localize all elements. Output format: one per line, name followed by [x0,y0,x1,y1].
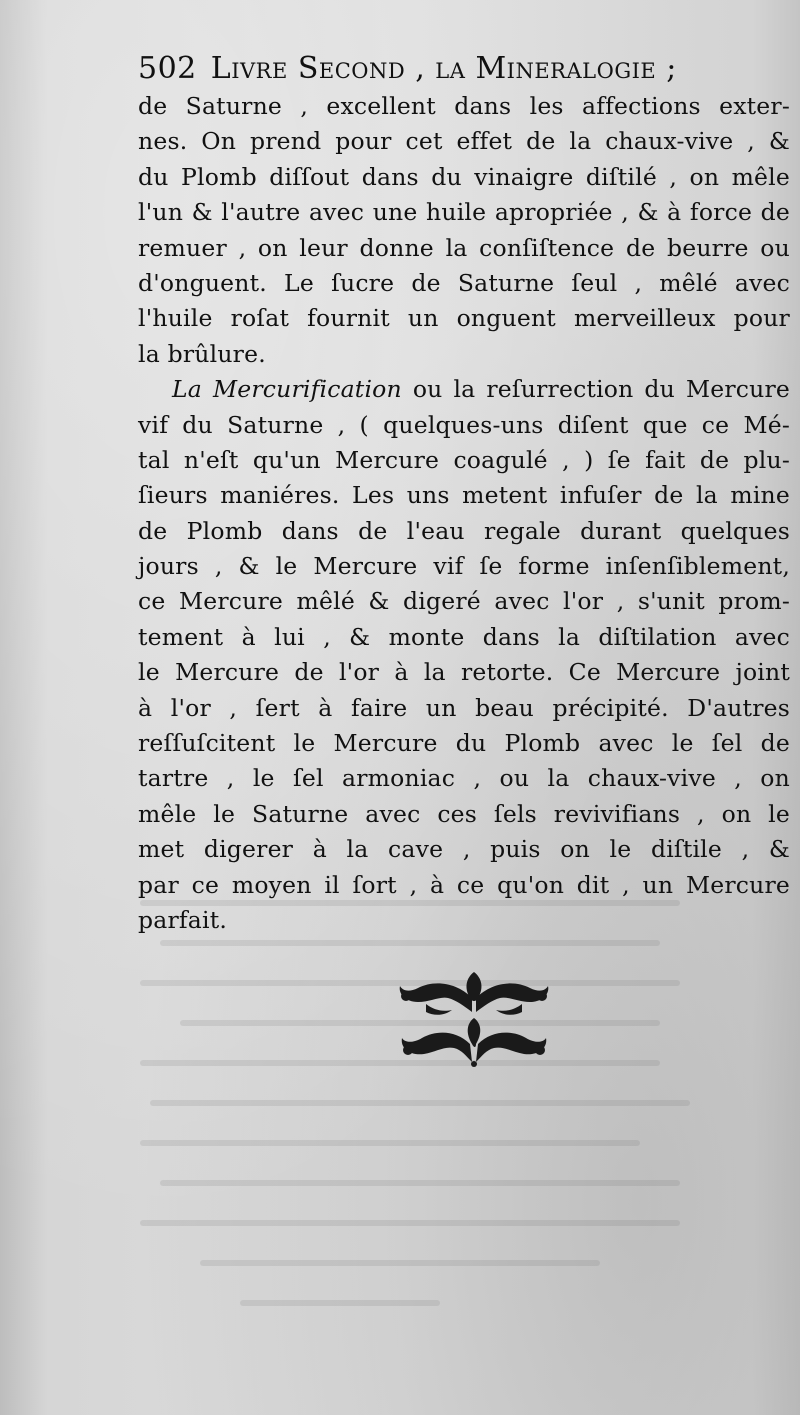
text-line: de Plomb dans de l'eau regale durant quelques [138,516,790,545]
text-line: d'onguent. Le ſucre de Saturne ſeul , mêlé avec [138,268,790,297]
text-line: le Mercure de l'or à la retorte. Ce Mercure joint [138,658,790,687]
text-line: ce Mercure mêlé & digeré avec l'or , s'unit prom- [138,587,790,616]
text-line: l'un & l'autre avec une huile apropriée , & à force de [138,198,790,227]
text-line: par ce moyen il ſort , à ce qu'on dit , un Mercure [138,870,790,899]
ornament-icon [396,968,552,1068]
text-line: met digerer à la cave , puis on le diſtile , & [138,835,790,864]
text-line: du Plomb diſſout dans du vinaigre diſtilé , on mêle [138,162,790,191]
text-line: l'huile roſat fournit un onguent merveilleux pour [138,304,790,333]
text-line: jours , & le Mercure vif ſe forme inſenſiblement, [138,552,790,581]
text-line: la brûlure. [138,339,266,368]
paragraph-first-line [138,372,790,407]
text-line: tal n'eſt qu'un Mercure coagulé , ) ſe fait de plu- [138,445,790,474]
body-text [138,89,790,938]
text-line: de Saturne , excellent dans les affections exter- [138,92,790,120]
text-line: tartre , le ſel armoniac , ou la chaux-vive , on [138,764,790,793]
page-number: 502 [138,51,197,86]
first-line-rest: ou la reſurrection du Mercure [412,375,790,404]
text-line: vif du Saturne , ( quelques-uns diſent que ce Mé- [138,410,790,439]
show-through-bleed [120,890,720,1330]
text-line: à l'or , ſert à faire un beau précipité. D'autres [138,693,790,722]
text-line: parfait. [138,905,228,934]
running-head-title: Livre Second , la Mineralogie ; [210,51,677,86]
italic-term: La Mercurification [172,375,402,404]
text-line: reſſuſcitent le Mercure du Plomb avec le ſel de [138,729,790,758]
running-head [138,44,778,94]
text-line: nes. On prend pour cet effet de la chaux-vive , & [138,127,790,156]
text-line: ſieurs maniéres. Les uns metent infuſer de la mine [138,481,790,510]
text-line: tement à lui , & monte dans la diſtilation avec [138,622,790,651]
text-line: mêle le Saturne avec ces ſels revivifians , on le [138,799,790,828]
text-line: remuer , on leur donne la conſiſtence de beurre ou [138,233,790,262]
